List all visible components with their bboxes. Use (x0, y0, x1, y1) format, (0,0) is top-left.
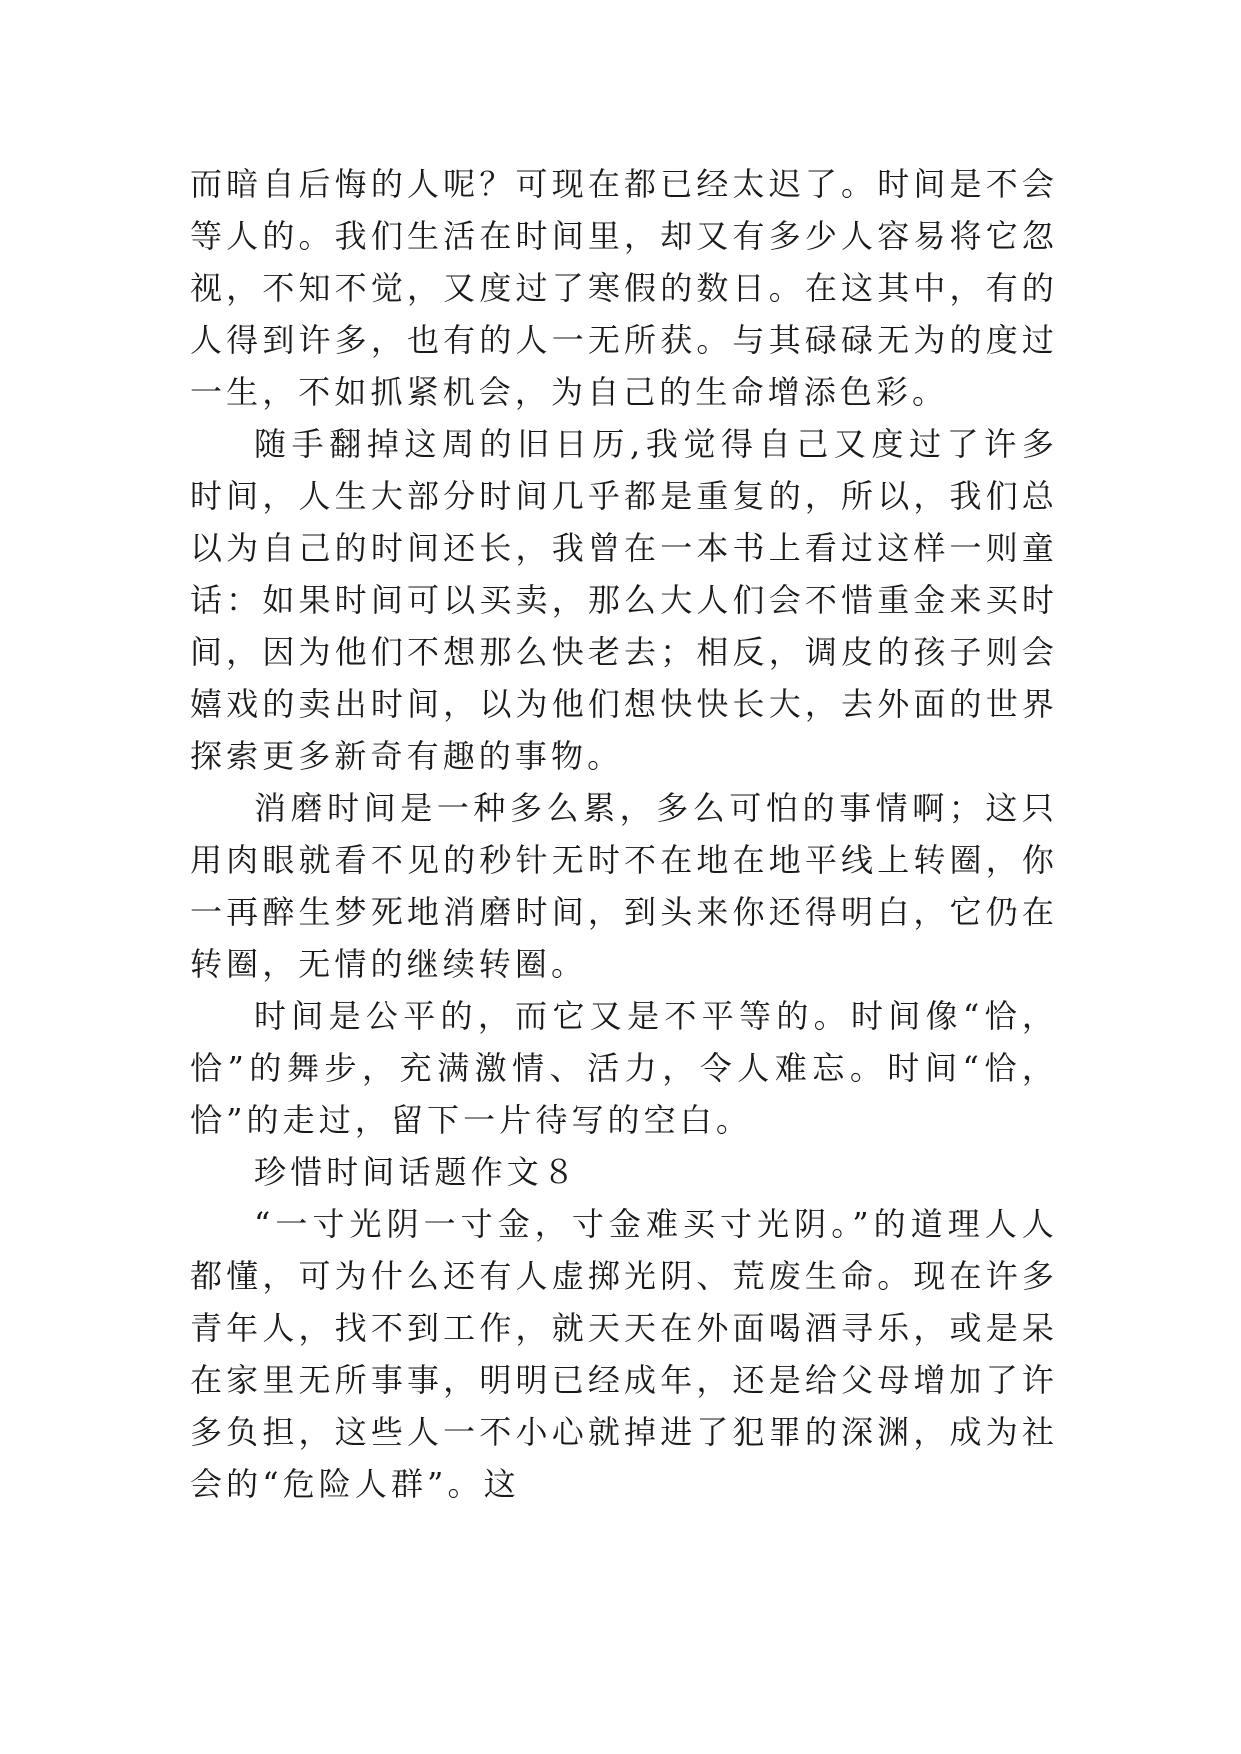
paragraph-5: “一寸光阴一寸金，寸金难买寸光阴。”的道理人人都懂，可为什么还有人虚掷光阴、荒废生命。现在许多青年人，找不到工作，就天天在外面喝酒寻乐，或是呆在家里无所事事，明明已经成年，还是给父母增加了许多负担，这些人一不小心就掉进了犯罪的深渊，成为社会的“危险人群”。这 (190, 1205, 1058, 1503)
paragraph-4: 时间是公平的，而它又是不平等的。时间像“恰，恰”的舞步，充满激情、活力，令人难忘。时间“恰，恰”的走过，留下一片待写的空白。 (190, 997, 1058, 1139)
document-body (190, 158, 1058, 1510)
paragraph-3: 消磨时间是一种多么累，多么可怕的事情啊；这只用肉眼就看不见的秒针无时不在地在地平线上转圈，你一再醉生梦死地消磨时间，到头来你还得明白，它仍在转圈，无情的继续转圈。 (190, 789, 1058, 983)
paragraph-2: 随手翻掉这周的旧日历,我觉得自己又度过了许多时间，人生大部分时间几乎都是重复的，所以，我们总以为自己的时间还长，我曾在一本书上看过这样一则童话：如果时间可以买卖，那么大人们会不惜重金来买时间，因为他们不想那么快老去；相反，调皮的孩子则会嬉戏的卖出时间，以为他们想快快长大，去外面的世界探索更多新奇有趣的事物。 (190, 425, 1058, 775)
section-heading: 珍惜时间话题作文８ (254, 1153, 579, 1191)
paragraph-1: 而暗自后悔的人呢？可现在都已经太迟了。时间是不会等人的。我们生活在时间里，却又有多少人容易将它忽视，不知不觉，又度过了寒假的数日。在这其中，有的人得到许多，也有的人一无所获。与其碌碌无为的度过一生，不如抓紧机会，为自己的生命增添色彩。 (190, 165, 1058, 411)
